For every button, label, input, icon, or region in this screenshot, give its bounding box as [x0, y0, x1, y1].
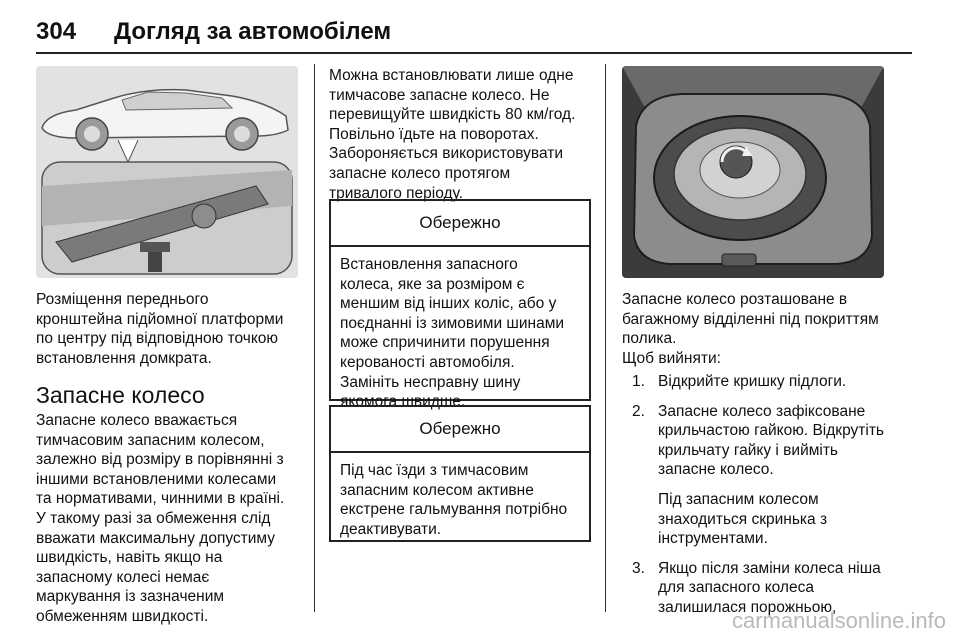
text-line: У такому разі за обмеження слід	[36, 509, 271, 527]
text-line: меншим від інших коліс, або у	[340, 295, 557, 313]
text-line: деактивувати.	[340, 520, 442, 538]
text-line: Замініть несправну шину	[340, 373, 521, 391]
step-item	[622, 372, 902, 392]
section-title: Запасне колесо	[36, 382, 205, 408]
text-line: вважати максимальну допустиму	[36, 529, 276, 547]
text-line: обмеженням швидкості.	[36, 607, 209, 625]
text-line: Під час їзди з тимчасовим	[340, 462, 529, 479]
text-line: екстрене гальмування потрібно	[340, 501, 568, 519]
caption-line: по центру під відповідною точкою	[36, 330, 279, 348]
warning-title: Обережно	[331, 407, 589, 453]
text-line: швидкість, навіть якщо на	[36, 549, 223, 567]
step-number: 2.	[632, 402, 645, 420]
text-line: Повільно їдьте на поворотах.	[329, 125, 539, 143]
text-line: інструментами.	[658, 530, 768, 548]
warning-box-2	[329, 405, 591, 542]
text-line: запасне колесо протягом	[329, 164, 511, 182]
car-jack-illustration	[36, 66, 298, 278]
text-line: перевищуйте швидкість 80 км/год.	[329, 106, 576, 124]
text-line: колеса, яке за розміром є	[340, 275, 525, 293]
text-line: поєднанні із зимовими шинами	[340, 314, 565, 332]
step-number: 3.	[632, 559, 645, 577]
car-jack-figure	[36, 66, 298, 278]
text-line: знаходиться скринька з	[658, 510, 828, 528]
warning-text	[331, 453, 589, 547]
text-line: Під запасним колесом	[658, 490, 819, 508]
text-line: та нормативами, чинними в країні.	[36, 490, 285, 508]
text-line: крильчастою гайкою. Відкрутіть	[658, 422, 884, 440]
figure-caption-right	[622, 290, 879, 349]
text-line: запасному колесі немає	[36, 568, 210, 586]
speed-limit-paragraph	[329, 66, 575, 203]
spare-wheel-illustration	[622, 66, 884, 278]
text-line: Можна встановлювати лише одне	[329, 67, 574, 84]
caption-line: встановлення домкрата.	[36, 349, 212, 367]
text-line: Відкрийте кришку підлоги.	[658, 373, 847, 390]
text-line: тимчасовим запасним колесом,	[36, 431, 265, 449]
text-line: залишилася порожньою,	[658, 598, 837, 616]
step-number: 1.	[632, 373, 645, 390]
chapter-title: Догляд за автомобілем	[114, 18, 392, 45]
column-divider-1	[314, 64, 315, 612]
text-line: крильчату гайку і вийміть	[658, 441, 839, 459]
page-number: 304	[36, 18, 77, 45]
text-line: тимчасове запасне колесо. Не	[329, 86, 550, 104]
spare-wheel-figure	[622, 66, 884, 278]
caption-line: багажному відділенні під покриттям	[622, 310, 879, 328]
caption-line: кронштейна підйомної платформи	[36, 310, 284, 328]
warning-text	[331, 247, 589, 420]
spare-wheel-paragraph	[36, 411, 284, 627]
caption-line: Запасне колесо розташоване в	[622, 291, 848, 308]
page-header	[36, 14, 912, 50]
column-divider-2	[605, 64, 606, 612]
text-line: якомога швидше.	[340, 393, 466, 411]
caption-line: Розміщення переднього	[36, 291, 209, 308]
step-item	[622, 402, 902, 549]
watermark: carmanualsonline.info	[731, 608, 946, 633]
text-line: тривалого періоду.	[329, 184, 464, 202]
warning-title: Обережно	[331, 201, 589, 247]
step-note	[658, 490, 902, 549]
text-line: іншими встановленими колесами	[36, 470, 277, 488]
figure-caption-left	[36, 290, 283, 368]
text-line: запасним колесом активне	[340, 481, 534, 499]
text-line: Запасне колесо вважається	[36, 412, 238, 429]
warning-box-1	[329, 199, 591, 411]
text-line: залежно від розміру в порівнянні з	[36, 451, 284, 469]
text-line: Встановлення запасного	[340, 256, 518, 273]
text-line: для запасного колеса	[658, 579, 814, 597]
text-line: Запасне колесо зафіксоване	[658, 402, 866, 420]
text-line: може спричинити порушення	[340, 334, 550, 352]
text-line: Якщо після заміни колеса ніша	[658, 559, 881, 577]
header-rule	[36, 52, 912, 54]
text-line: керованості автомобіля.	[340, 353, 515, 371]
text-line: Забороняється використовувати	[329, 145, 563, 163]
text-line: запасне колесо.	[658, 461, 774, 479]
removal-steps	[622, 372, 902, 618]
text-line: маркування із зазначеним	[36, 588, 225, 606]
caption-line: полика.	[622, 330, 677, 348]
removal-intro: Щоб вийняти:	[622, 350, 721, 367]
